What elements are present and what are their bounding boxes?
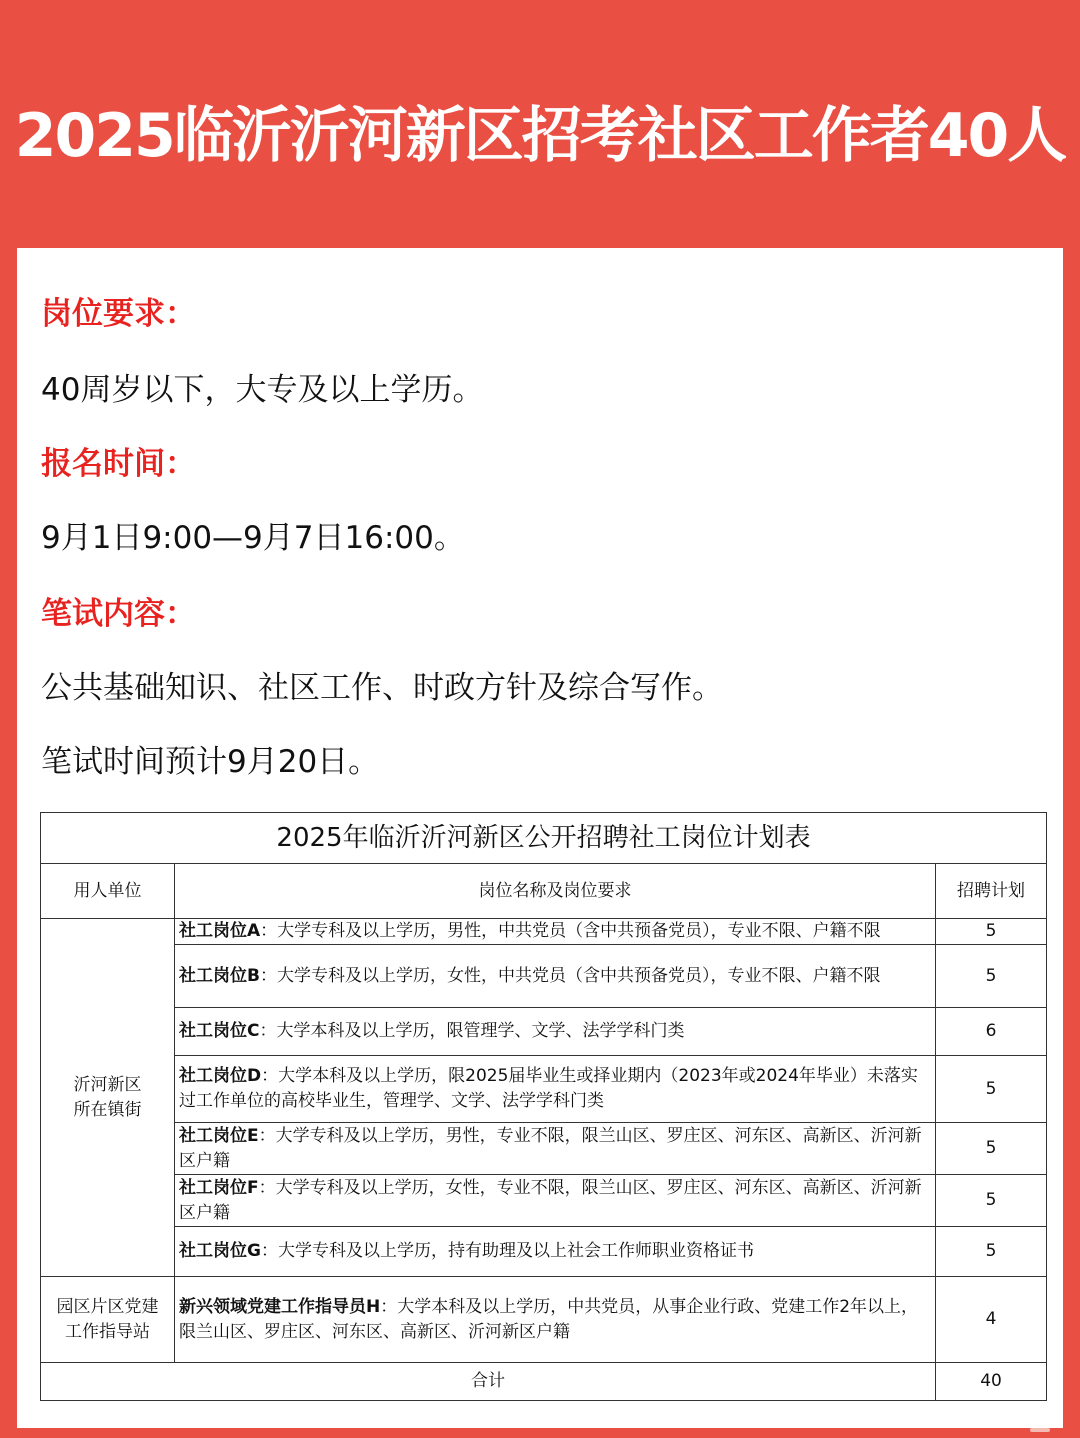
section-text-registration: 9月1日9:00—9月7日16:00。 bbox=[41, 520, 465, 556]
content-card bbox=[17, 248, 1063, 1428]
total-label: 合计 bbox=[41, 1363, 936, 1401]
position-name: 社工岗位A bbox=[179, 921, 261, 941]
unit-town: 沂河新区 所在镇街 bbox=[41, 919, 175, 1277]
unit-park: 园区片区党建 工作指导站 bbox=[41, 1277, 175, 1363]
position-count: 5 bbox=[936, 1227, 1047, 1277]
header-unit: 用人单位 bbox=[41, 864, 175, 919]
position-cell bbox=[175, 945, 936, 1008]
position-count: 6 bbox=[936, 1008, 1047, 1056]
position-cell bbox=[175, 1175, 936, 1227]
table-row bbox=[41, 945, 1047, 1008]
position-name: 社工岗位E bbox=[179, 1125, 259, 1146]
position-desc: ：大学本科及以上学历，限管理学、文学、法学学科门类 bbox=[259, 1021, 685, 1041]
position-name: 社工岗位F bbox=[179, 1177, 259, 1198]
table-caption: 2025年临沂沂河新区公开招聘社工岗位计划表 bbox=[41, 813, 1047, 864]
headline: 2025临沂沂河新区招考社区工作者40人 bbox=[14, 101, 1066, 171]
section-title-registration: 报名时间： bbox=[41, 446, 196, 482]
table-row bbox=[41, 1175, 1047, 1227]
plan-table bbox=[40, 812, 1047, 1401]
position-desc: ：大学专科及以上学历，女性，中共党员（含中共预备党员），专业不限、户籍不限 bbox=[259, 965, 881, 986]
section-text-exam: 公共基础知识、社区工作、时政方针及综合写作。 bbox=[41, 670, 723, 706]
position-cell bbox=[175, 1123, 936, 1175]
section-title-exam: 笔试内容： bbox=[41, 596, 196, 632]
position-desc: ：大学专科及以上学历，女性，专业不限，限兰山区、罗庄区、河东区、高新区、沂河新区户籍 bbox=[179, 1177, 922, 1223]
position-desc: ：大学专科及以上学历，男性，中共党员（含中共预备党员），专业不限、户籍不限 bbox=[260, 921, 881, 941]
position-desc: ：大学本科及以上学历，限2025届毕业生或择业期内（2023年或2024年毕业）未落实过工作单位的高校毕业生，管理学、文学、法学学科门类 bbox=[179, 1066, 918, 1111]
section-title-requirements: 岗位要求： bbox=[41, 296, 196, 332]
position-desc: ：大学专科及以上学历，男性，专业不限，限兰山区、罗庄区、河东区、高新区、沂河新区户籍 bbox=[179, 1125, 922, 1171]
table-total-row bbox=[41, 1363, 1047, 1401]
position-name: 社工岗位D bbox=[179, 1066, 262, 1086]
position-cell bbox=[175, 1056, 936, 1123]
position-count: 4 bbox=[936, 1277, 1047, 1363]
position-desc: ：大学专科及以上学历，持有助理及以上社会工作师职业资格证书 bbox=[260, 1241, 754, 1261]
position-name: 社工岗位B bbox=[179, 965, 260, 986]
section-text-requirements: 40周岁以下，大专及以上学历。 bbox=[41, 372, 484, 408]
header-count: 招聘计划 bbox=[936, 864, 1047, 919]
position-name: 新兴领域党建工作指导员H bbox=[179, 1296, 381, 1317]
position-count: 5 bbox=[936, 1175, 1047, 1227]
position-name: 社工岗位G bbox=[179, 1241, 261, 1261]
position-cell bbox=[175, 1008, 936, 1056]
header-position: 岗位名称及岗位要求 bbox=[175, 864, 936, 919]
position-cell bbox=[175, 1277, 936, 1363]
scroll-indicator bbox=[1030, 1428, 1050, 1432]
position-count: 5 bbox=[936, 945, 1047, 1008]
total-value: 40 bbox=[936, 1363, 1047, 1401]
table-row bbox=[41, 1056, 1047, 1123]
position-name: 社工岗位C bbox=[179, 1021, 260, 1041]
table-row bbox=[41, 1277, 1047, 1363]
table-row bbox=[41, 919, 1047, 945]
table-row bbox=[41, 1008, 1047, 1056]
section-text-exam-date: 笔试时间预计9月20日。 bbox=[41, 744, 380, 780]
table-row bbox=[41, 1123, 1047, 1175]
position-cell bbox=[175, 1227, 936, 1277]
position-count: 5 bbox=[936, 1056, 1047, 1123]
position-count: 5 bbox=[936, 1123, 1047, 1175]
position-desc: ：大学本科及以上学历，中共党员，从事企业行政、党建工作2年以上，限兰山区、罗庄区、河东区、高新区、沂河新区户籍 bbox=[179, 1296, 919, 1342]
position-cell bbox=[175, 919, 936, 945]
position-count: 5 bbox=[936, 919, 1047, 945]
table-row bbox=[41, 1227, 1047, 1277]
